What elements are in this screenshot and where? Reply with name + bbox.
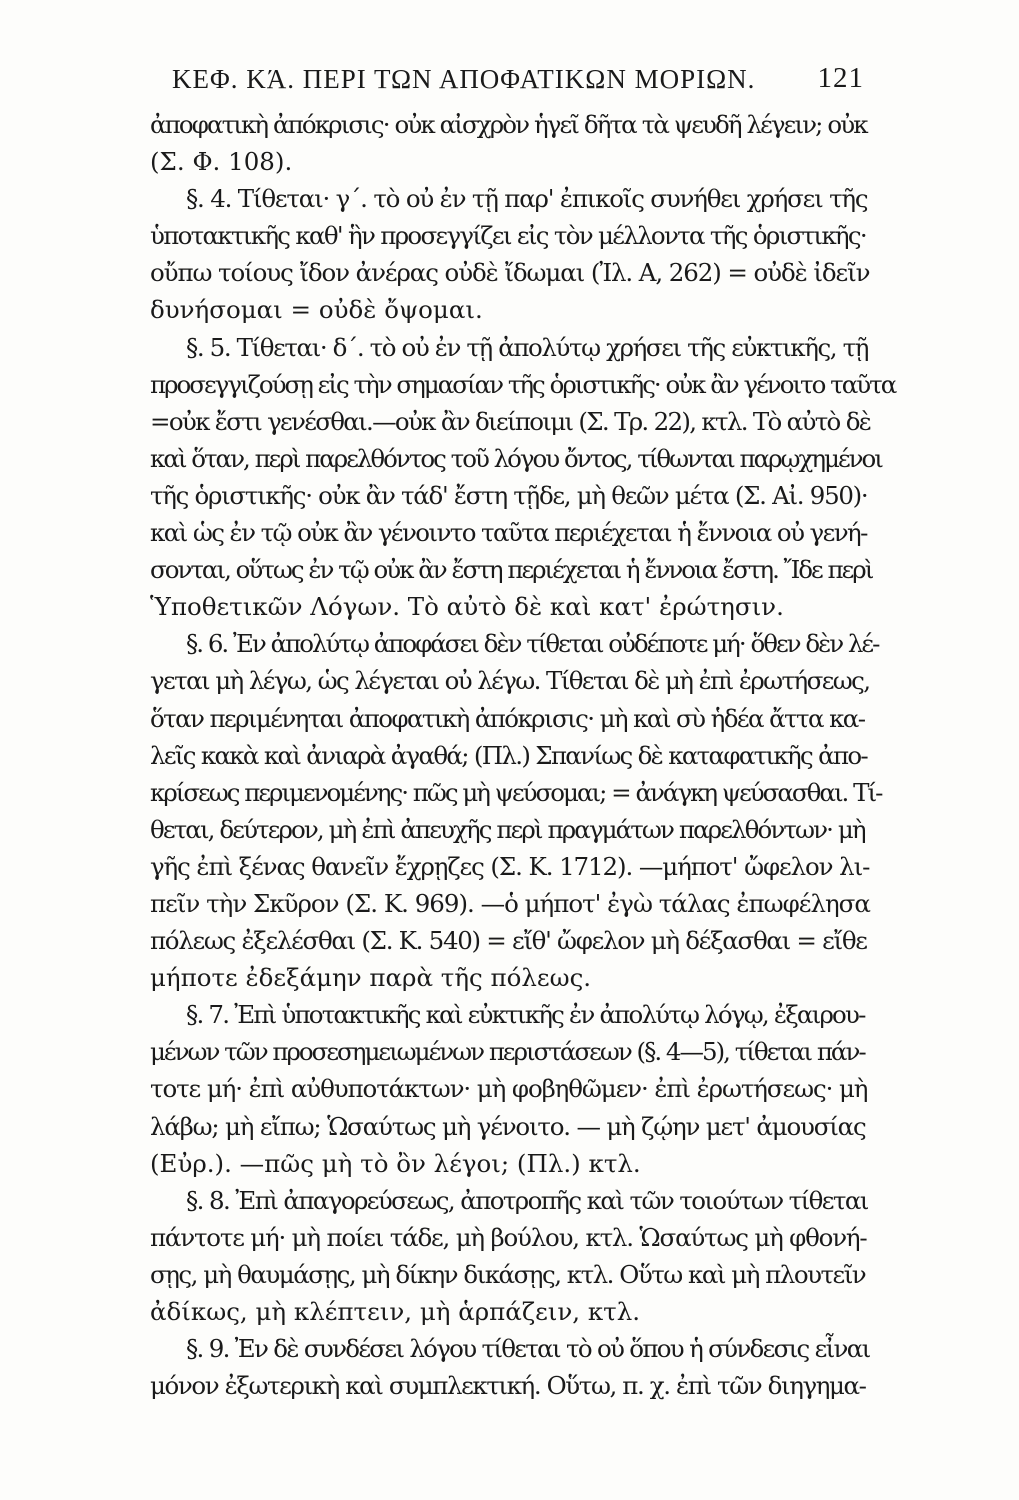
section-line: §. 9. Ἐν δὲ συνδέσει λόγου τίθεται τὸ οὐ ὅπου ἡ σύνδεσις εἶναι xyxy=(186,1334,870,1364)
text-line: ἀδίκως, μὴ κλέπτειν, μὴ ἁρπάζειν, κτλ. xyxy=(150,1297,641,1326)
text-line: ὅταν περιμένηται ἀποφατικὴ ἀπόκρισις· μὴ καὶ σὺ ἡδέα ἄττα κα- xyxy=(150,703,865,733)
page-number: 121 xyxy=(817,62,864,94)
text-line: (Σ. Φ. 108). xyxy=(150,147,293,177)
text-line: καὶ ὡς ἐν τῷ οὐκ ἂν γένοιντο ταῦτα περιέχεται ἡ ἔννοια οὐ γενή- xyxy=(150,518,867,548)
running-header xyxy=(150,62,870,102)
text-line: γεται μὴ λέγω, ὡς λέγεται οὐ λέγω. Τίθεται δὲ μὴ ἐπὶ ἐρωτήσεως, xyxy=(150,666,870,696)
text-line: οὔπω τοίους ἴδον ἀνέρας οὐδὲ ἴδωμαι (Ἰλ. Α, 262) = οὐδὲ ἰδεῖν xyxy=(150,258,870,288)
text-line: σῃς, μὴ θαυμάσῃς, μὴ δίκην δικάσῃς, κτλ. Οὕτω καὶ μὴ πλουτεῖν xyxy=(150,1259,866,1289)
section-line: §. 8. Ἐπὶ ἀπαγορεύσεως, ἀποτροπῆς καὶ τῶν τοιούτων τίθεται xyxy=(186,1185,868,1215)
text-line: θεται, δεύτερον, μὴ ἐπὶ ἀπευχῆς περὶ πραγμάτων παρελθόντων· μὴ xyxy=(150,814,865,844)
text-line: δυνήσομαι = οὐδὲ ὄψομαι. xyxy=(150,295,483,325)
text-line: σονται, οὕτως ἐν τῷ οὐκ ἂν ἔστη περιέχεται ἡ ἔννοια ἔστη. Ἴδε περὶ xyxy=(150,555,873,585)
text-line: κρίσεως περιμενομένης· πῶς μὴ ψεύσομαι; = ἀνάγκη ψεύσασθαι. Τί- xyxy=(150,777,882,807)
text-line: πόλεως ἐξελέσθαι (Σ. Κ. 540) = εἴθ' ὤφελον μὴ δέξασθαι = εἴθε xyxy=(150,926,867,956)
text-line: (Εὐρ.). —πῶς μὴ τὸ ὂν λέγοι; (Πλ.) κτλ. xyxy=(150,1148,641,1178)
text-line: μήποτε ἐδεξάμην παρὰ τῆς πόλεως. xyxy=(150,963,592,993)
text-line: λάβω; μὴ εἴπω; Ὡσαύτως μὴ γένοιτο. — μὴ ζῴην μετ' ἀμουσίας xyxy=(150,1111,866,1141)
text-line: προσεγγιζούσῃ εἰς τὴν σημασίαν τῆς ὁριστικῆς· οὐκ ἂν γένοιτο ταῦτα xyxy=(150,369,896,399)
section-line: §. 6. Ἐν ἀπολύτῳ ἀποφάσει δὲν τίθεται οὐδέποτε μή· ὅθεν δὲν λέ- xyxy=(186,629,879,659)
text-line: καὶ ὅταν, περὶ παρελθόντος τοῦ λόγου ὄντος, τίθωνται παρῳχημένοι xyxy=(150,443,882,473)
text-line: πεῖν τὴν Σκῦρον (Σ. Κ. 969). —ὁ μήποτ' ἐγὼ τάλας ἐπωφέλησα xyxy=(150,888,870,918)
text-line: =οὐκ ἔστι γενέσθαι.—οὐκ ἂν διείποιμι (Σ. Τρ. 22), κτλ. Τὸ αὐτὸ δὲ xyxy=(150,406,871,436)
text-line: γῆς ἐπὶ ξένας θανεῖν ἔχρῃζες (Σ. Κ. 1712). —μήποτ' ὤφελον λι- xyxy=(150,851,870,881)
text-line: ἀποφατικὴ ἀπόκρισις· οὐκ αἰσχρὸν ἡγεῖ δῆτα τὰ ψευδῆ λέγειν; οὐκ xyxy=(150,110,867,139)
text-line: λεῖς κακὰ καὶ ἀνιαρὰ ἀγαθά; (Πλ.) Σπανίως δὲ καταφατικῆς ἀπο- xyxy=(150,740,868,770)
body-text xyxy=(150,106,896,1404)
text-line: Ὑποθετικῶν Λόγων. Τὸ αὐτὸ δὲ καὶ κατ' ἐρώτησιν. xyxy=(150,592,784,622)
text-line: τῆς ὁριστικῆς· οὐκ ἂν τάδ' ἔστη τῇδε, μὴ θεῶν μέτα (Σ. Αἰ. 950)· xyxy=(150,480,868,510)
text-line: μόνον ἐξωτερικὴ καὶ συμπλεκτική. Οὕτω, π. χ. ἐπὶ τῶν διηγημα- xyxy=(150,1371,866,1401)
text-line: πάντοτε μή· μὴ ποίει τάδε, μὴ βούλου, κτλ. Ὡσαύτως μὴ φθονή- xyxy=(150,1222,867,1252)
section-line: §. 5. Τίθεται· δ΄. τὸ οὐ ἐν τῇ ἀπολύτῳ χρήσει τῆς εὐκτικῆς, τῇ xyxy=(186,332,869,362)
text-line: ὑποτακτικῆς καθ' ἣν προσεγγίζει εἰς τὸν μέλλοντα τῆς ὁριστικῆς· xyxy=(150,221,867,251)
text-line: τοτε μή· ἐπὶ αὐθυποτάκτων· μὴ φοβηθῶμεν· ἐπὶ ἐρωτήσεως· μὴ xyxy=(150,1074,868,1104)
section-line: §. 7. Ἐπὶ ὑποτακτικῆς καὶ εὐκτικῆς ἐν ἀπολύτῳ λόγῳ, ἐξαιρου- xyxy=(186,1000,865,1030)
text-line: μένων τῶν προσεσημειωμένων περιστάσεων (§. 4—5), τίθεται πάν- xyxy=(150,1037,865,1067)
running-title: ΚΕΦ. ΚΆ. ΠΕΡΙ ΤΩΝ ΑΠΟΦΑΤΙΚΩΝ ΜΟΡΙΩΝ. xyxy=(172,64,756,94)
section-line: §. 4. Τίθεται· γ΄. τὸ οὐ ἐν τῇ παρ' ἐπικοῖς συνήθει χρήσει τῆς xyxy=(186,184,868,214)
